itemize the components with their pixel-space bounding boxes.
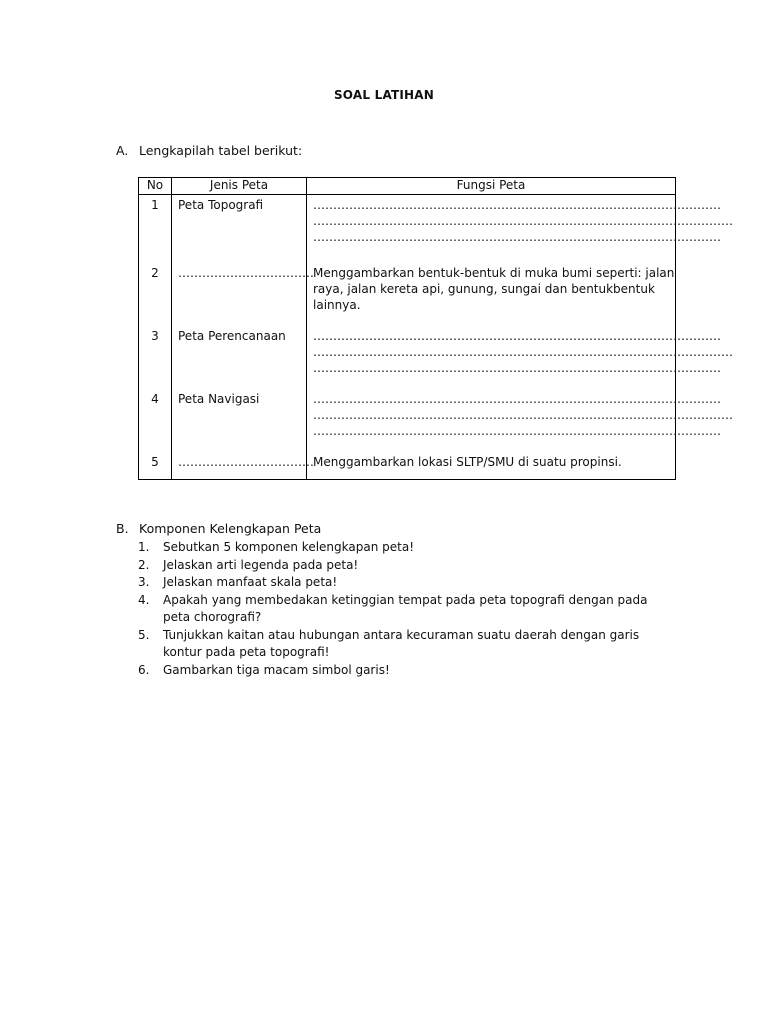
- row-fungsi: [307, 450, 676, 480]
- fungsi-line: ……………………………………………………………………………………………: [313, 408, 733, 422]
- header-fungsi-peta: Fungsi Peta: [307, 178, 676, 195]
- section-b-title: Komponen Kelengkapan Peta: [139, 521, 322, 536]
- table-row: [139, 263, 676, 324]
- question-list: [138, 539, 668, 679]
- row-fungsi: [307, 387, 733, 450]
- row-jenis: Peta Perencanaan: [172, 324, 307, 387]
- item-text: Gambarkan tiga macam simbol garis!: [163, 662, 390, 677]
- item-number: 3.: [138, 575, 150, 589]
- list-item: [138, 592, 668, 627]
- header-no: No: [139, 178, 172, 195]
- item-text: Jelaskan arti legenda pada peta!: [163, 557, 359, 572]
- fungsi-line: Menggambarkan lokasi SLTP/SMU di suatu propinsi.: [313, 455, 622, 469]
- table-row: [139, 195, 676, 264]
- fungsi-line: ……………………………………………………………………………………………: [313, 345, 733, 359]
- list-item: [138, 574, 668, 592]
- fungsi-line: …………………………………………………………………………………………: [313, 424, 721, 438]
- row-no: 2: [139, 263, 172, 324]
- table-row: [139, 324, 676, 387]
- item-number: 6.: [138, 662, 150, 677]
- item-number: 2.: [138, 557, 150, 572]
- item-text: Apakah yang membedakan ketinggian tempat pada peta topografi dengan pada peta chorografi?: [163, 592, 648, 624]
- item-number: 1.: [138, 540, 150, 554]
- row-jenis: …………………………….: [172, 450, 307, 480]
- header-jenis-peta: Jenis Peta: [172, 178, 307, 195]
- item-text: Jelaskan manfaat skala peta!: [163, 575, 338, 589]
- row-fungsi: [307, 263, 676, 324]
- row-no: 5: [139, 450, 172, 480]
- map-types-table: [138, 177, 733, 480]
- list-item: [138, 557, 668, 575]
- fungsi-line: …………………………………………………………………………………………: [313, 392, 721, 406]
- section-a-title: Lengkapilah tabel berikut:: [139, 143, 303, 158]
- row-jenis: Peta Navigasi: [172, 387, 307, 450]
- table-row: [139, 387, 676, 450]
- item-number: 5.: [138, 627, 150, 642]
- page-title: SOAL LATIHAN: [333, 88, 435, 102]
- fungsi-line: …………………………………………………………………………………………: [313, 329, 721, 343]
- row-no: 1: [139, 195, 172, 264]
- row-jenis: Peta Topografi: [172, 195, 307, 264]
- table-header-row: [139, 178, 676, 195]
- row-no: 3: [139, 324, 172, 387]
- fungsi-line: raya, jalan kereta api, gunung, sungai dan bentukbentuk: [313, 282, 655, 296]
- list-item: [138, 662, 668, 680]
- item-text: Sebutkan 5 komponen kelengkapan peta!: [163, 540, 415, 554]
- fungsi-line: …………………………………………………………………………………………: [313, 361, 721, 375]
- fungsi-line: lainnya.: [313, 298, 361, 312]
- fungsi-line: Menggambarkan bentuk-bentuk di muka bumi seperti: jalan: [313, 266, 675, 280]
- fungsi-line: ……………………………………………………………………………………………: [313, 214, 733, 228]
- item-text: Tunjukkan kaitan atau hubungan antara kecuraman suatu daerah dengan garis kontur pada peta topografi!: [163, 627, 640, 659]
- section-b-letter: B.: [116, 521, 129, 536]
- fungsi-line: …………………………………………………………………………………………: [313, 230, 721, 244]
- item-number: 4.: [138, 592, 150, 607]
- row-fungsi: [307, 324, 733, 387]
- list-item: [138, 627, 668, 662]
- row-no: 4: [139, 387, 172, 450]
- row-jenis: …………………………….: [172, 263, 307, 324]
- row-fungsi: [307, 195, 733, 264]
- fungsi-line: …………………………………………………………………………………………: [313, 198, 721, 212]
- list-item: [138, 539, 668, 557]
- section-a-letter: A.: [116, 143, 129, 158]
- table-row: [139, 450, 676, 480]
